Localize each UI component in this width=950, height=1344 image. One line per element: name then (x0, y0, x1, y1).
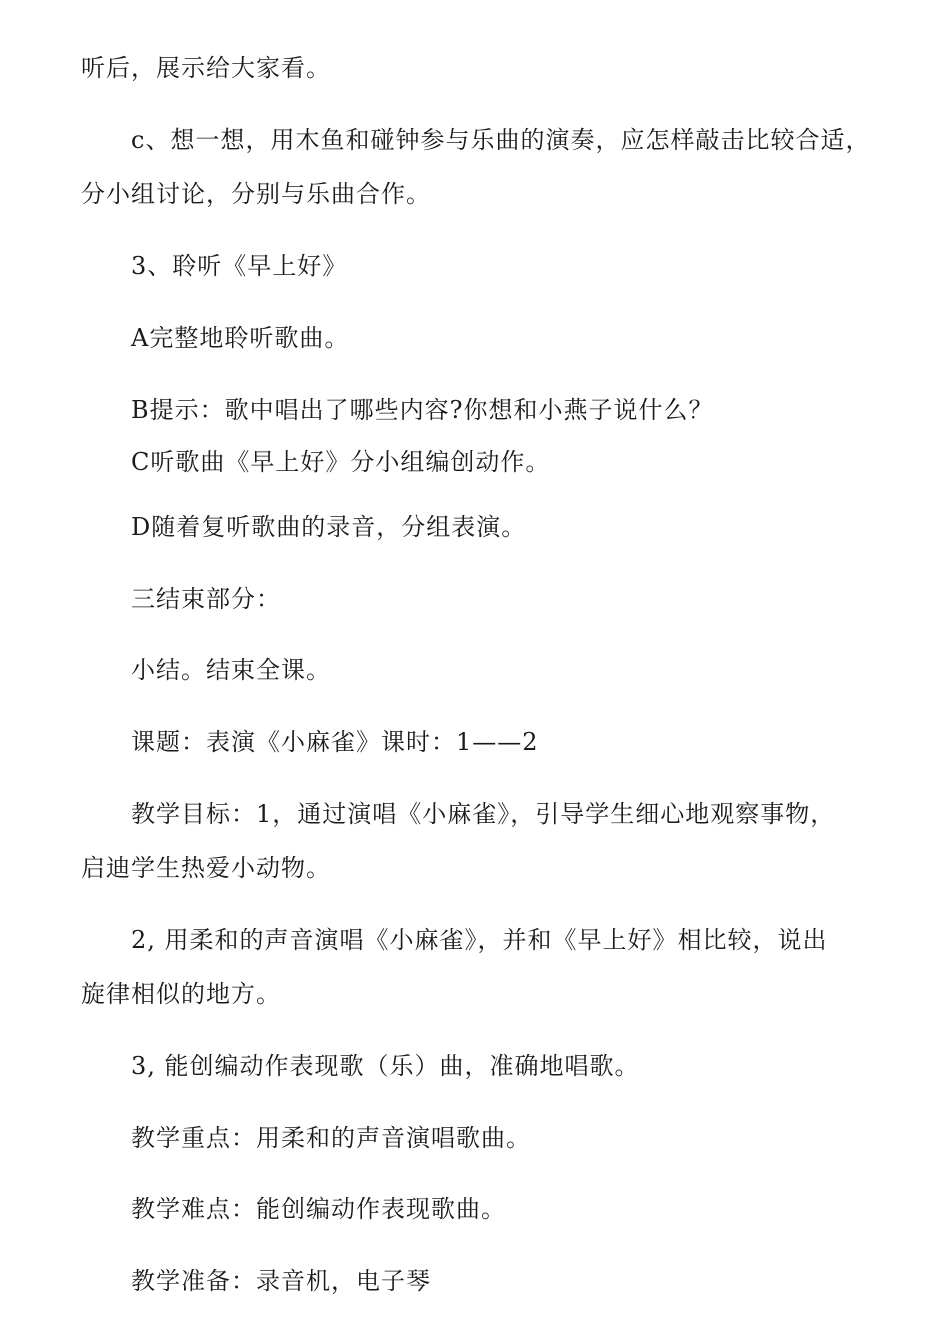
text-line: 3, 能创编动作表现歌（乐）曲，准确地唱歌。 (131, 1052, 640, 1080)
text-line: 启迪学生热爱小动物。 (81, 854, 331, 882)
text-line: c、想一想，用木鱼和碰钟参与乐曲的演奏，应怎样敲击比较合适， (131, 126, 871, 154)
list-item: B提示：歌中唱出了哪些内容?你想和小燕子说什么？ (131, 396, 714, 424)
section-heading: 3、聆听《早上好》 (131, 252, 348, 280)
list-item: D随着复听歌曲的录音，分组表演。 (131, 513, 527, 541)
text-line: 教学准备：录音机，电子琴 (131, 1267, 431, 1295)
text-line: 教学重点：用柔和的声音演唱歌曲。 (131, 1124, 531, 1152)
text-line: 小结。结束全课。 (131, 656, 331, 684)
text-line: 2, 用柔和的声音演唱《小麻雀》，并和《早上好》相比较，说出 (131, 926, 828, 954)
text-line: 教学目标：1，通过演唱《小麻雀》，引导学生细心地观察事物， (131, 800, 836, 828)
list-item: A完整地聆听歌曲。 (131, 324, 350, 352)
list-item: C听歌曲《早上好》分小组编创动作。 (131, 448, 551, 476)
text-line: 听后，展示给大家看。 (81, 54, 331, 82)
text-line: 教学难点：能创编动作表现歌曲。 (131, 1195, 506, 1223)
section-heading: 三结束部分： (131, 585, 281, 613)
text-line: 分小组讨论，分别与乐曲合作。 (81, 180, 431, 208)
text-line: 旋律相似的地方。 (81, 980, 281, 1008)
lesson-title: 课题：表演《小麻雀》课时：1——2 (131, 728, 539, 756)
